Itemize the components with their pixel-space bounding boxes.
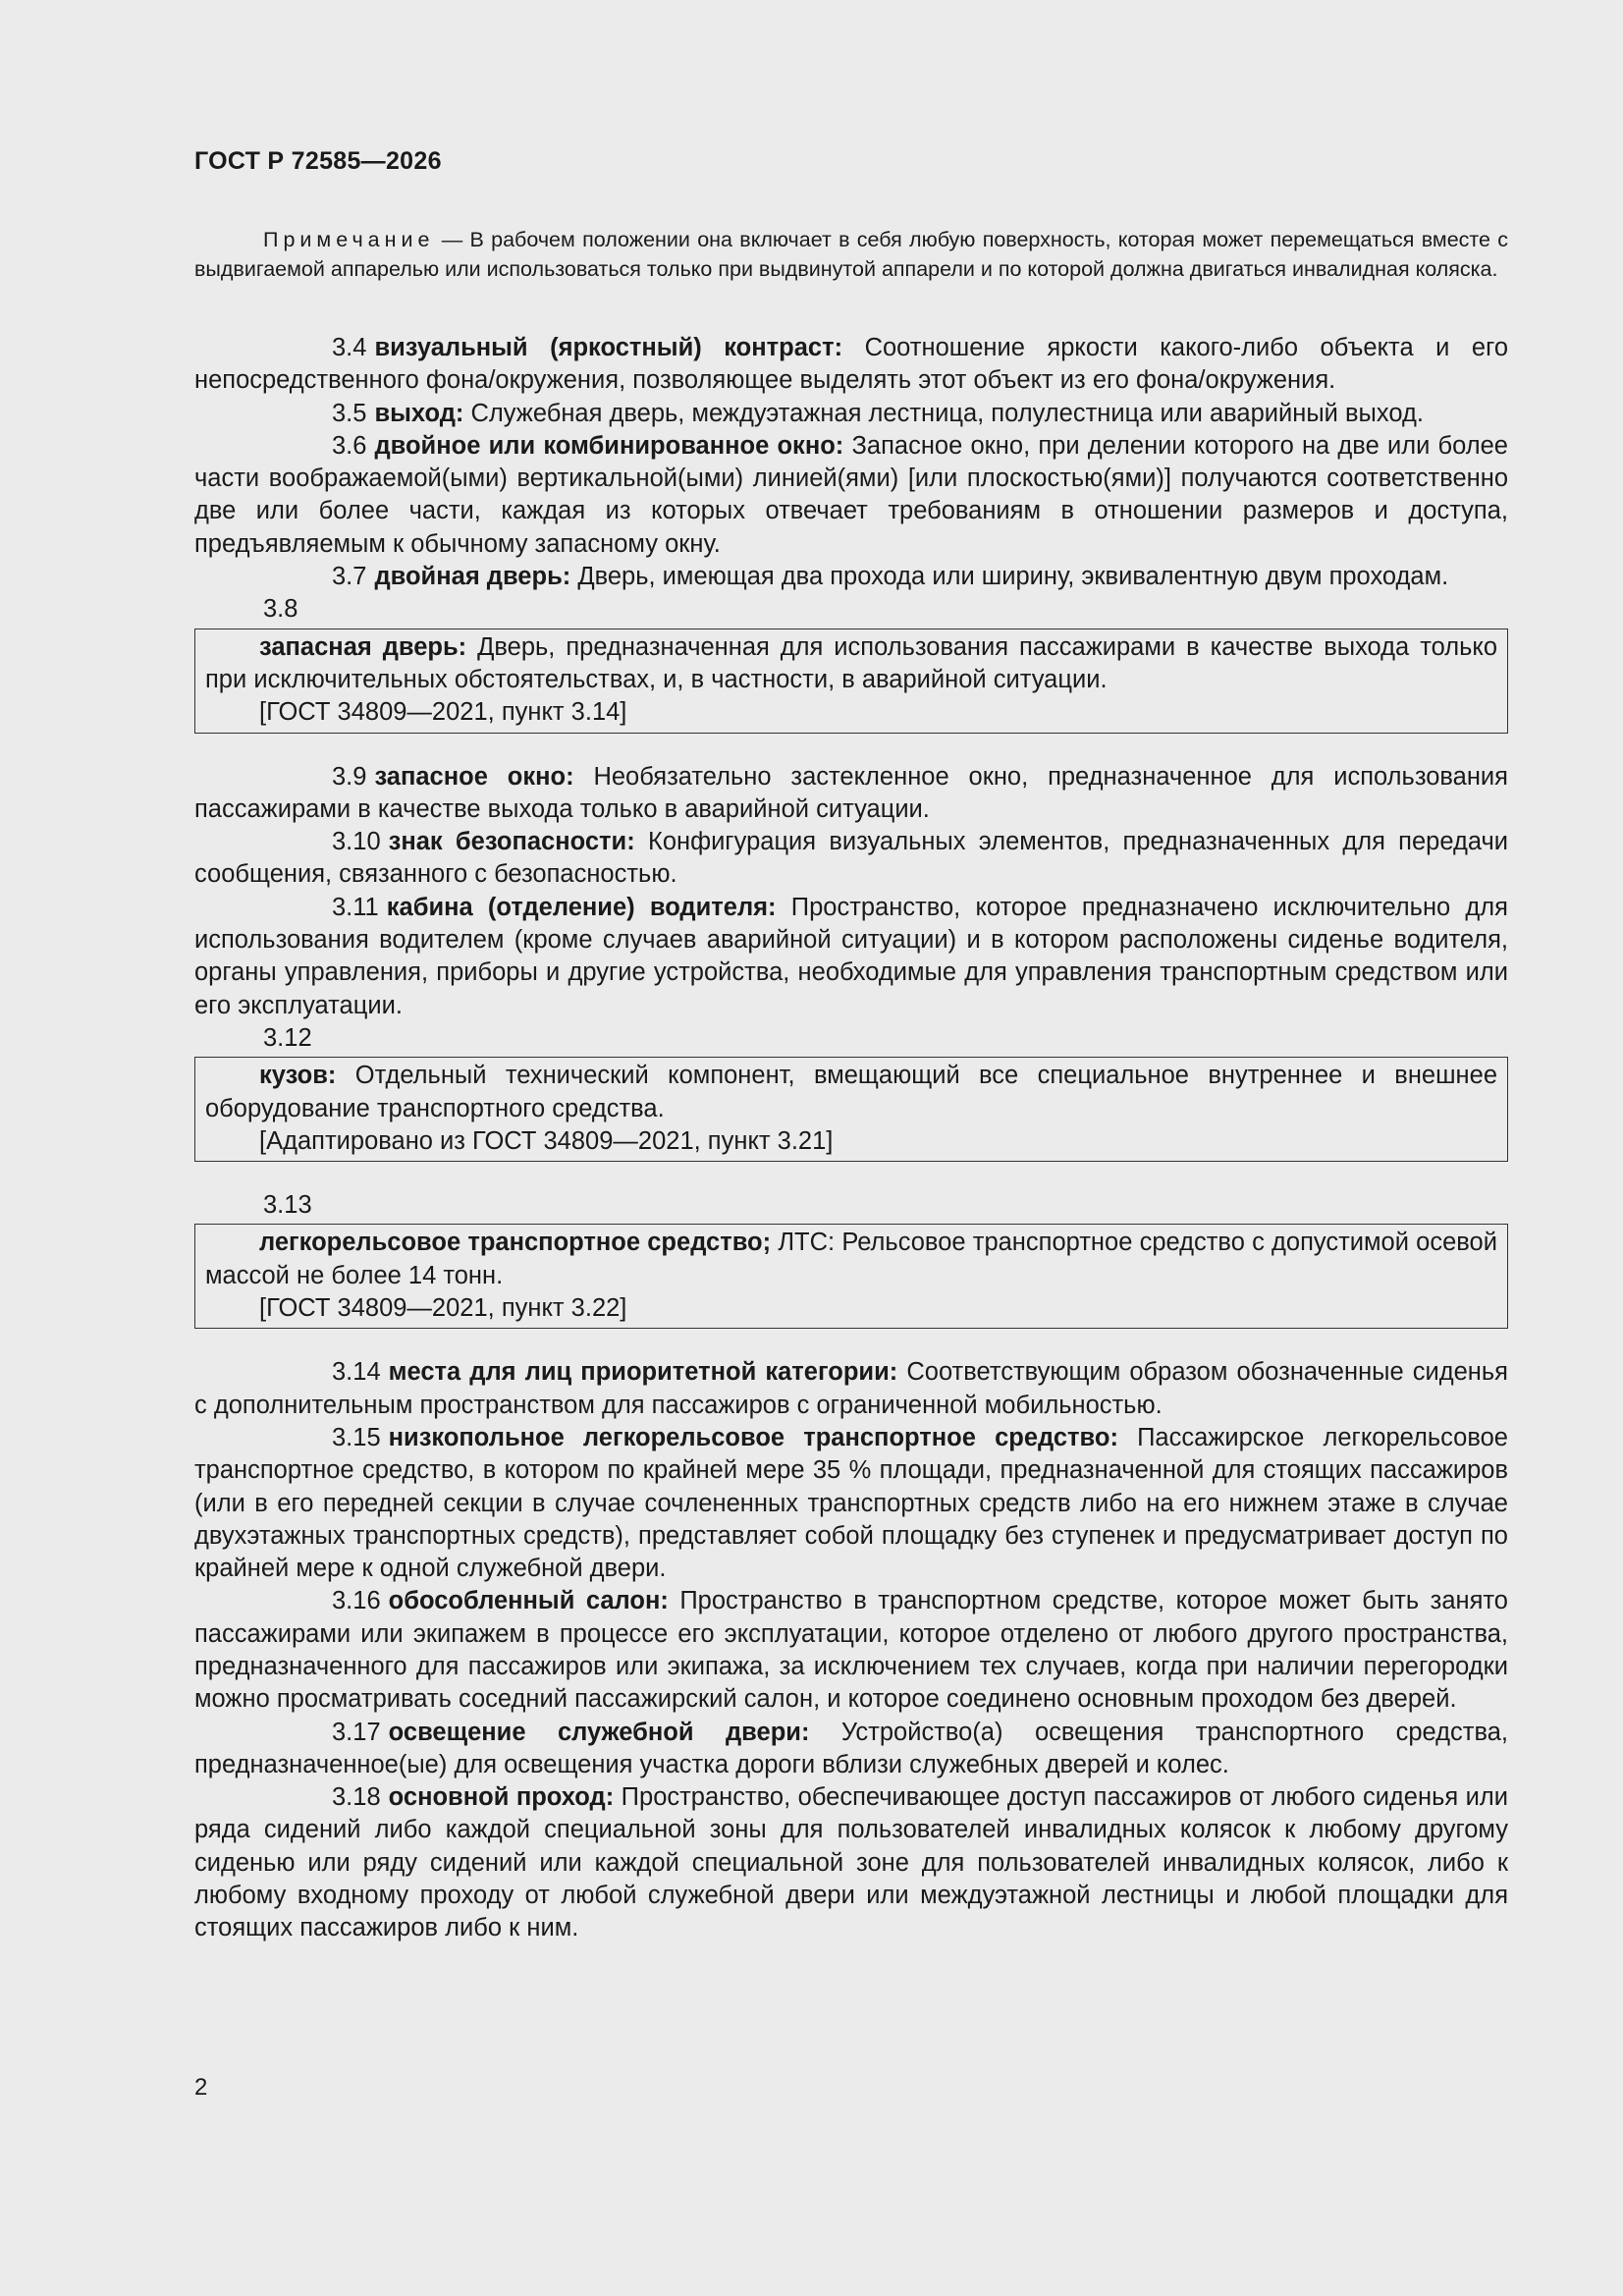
term-3-4: [194, 332, 1508, 398]
note-text: — В рабочем положении она включает в себя любую поверхность, которая может перемещаться вместе с выдвигаемой аппарелью или использоваться только при выдвинутой аппарели и по которой должна двигаться инвалидная коляска.: [194, 228, 1508, 281]
term-3-14: [194, 1356, 1508, 1422]
term-definition: Конфигурация визуальных элементов, предназначенных для передачи сообщения, связанного с безопасностью.: [194, 828, 1508, 889]
term-3-11: [194, 892, 1508, 1022]
term-number: 3.17: [332, 1718, 381, 1746]
term-definition: Отдельный технический компонент, вмещающий все специальное внутреннее и внешнее оборудование транспортного средства.: [205, 1062, 1497, 1122]
term-number: 3.9: [332, 762, 367, 791]
term-number: 3.15: [332, 1423, 381, 1451]
term-definition: Запасное окно, при делении которого на две или более части воображаемой(ыми) вертикальной(ыми) линией(ями) [или плоскостью(ями)] получаются соответственно две или более части, каждая из которых отвечает требованиям в отношении размеров и доступа, предъявляемым к обычному запасному окну.: [194, 431, 1508, 558]
term-source-reference: [ГОСТ 34809—2021, пункт 3.22]: [259, 1294, 627, 1323]
page-number: 2: [194, 2074, 208, 2101]
term-definition: Пространство, которое предназначено исключительно для использования водителем (кроме случаев аварийной ситуации) и в котором расположены сиденье водителя, органы управления, приборы и другие устройства, необходимые для управления транспортным средством или его эксплуатации.: [194, 893, 1508, 1019]
term-3-13-number: 3.13: [263, 1191, 312, 1220]
term-definition: Пространство, обеспечивающее доступ пассажиров от любого сиденья или ряда сидений либо каждой специальной зоны для пользователей инвалидных колясок к любому другому сиденью или ряду сидений или каждой специальной зоне для пользователей инвалидных колясок, либо к любому входному проходу от любой служебной двери или междуэтажной лестницы и любой площадки для стоящих пассажиров либо к ним.: [194, 1783, 1508, 1942]
term-3-5: [194, 398, 1508, 430]
term-3-13: [205, 1227, 1497, 1292]
term-title: обособленный салон:: [388, 1587, 669, 1615]
term-title: освещение служебной двери:: [388, 1718, 810, 1746]
document-header: ГОСТ Р 72585—2026: [194, 147, 442, 175]
term-3-7: [194, 561, 1508, 593]
terms-body: [194, 332, 1508, 1945]
term-number: 3.14: [332, 1358, 381, 1387]
term-number: 3.6: [332, 431, 367, 460]
term-title: низкопольное легкорельсовое транспортное средство:: [388, 1423, 1118, 1451]
term-number: 3.5: [332, 399, 367, 427]
term-definition: Соответствующим образом обозначенные сиденья с дополнительным пространством для пассажиров с ограниченной мобильностью.: [194, 1358, 1508, 1419]
term-title: запасное окно:: [374, 762, 574, 791]
note-label: Примечание: [263, 228, 435, 251]
term-title: места для лиц приоритетной категории:: [388, 1358, 898, 1387]
term-definition: ЛТС: Рельсовое транспортное средство с допустимой осевой массой не более 14 тонн.: [205, 1229, 1497, 1289]
term-3-17: [194, 1717, 1508, 1782]
term-3-15: [194, 1422, 1508, 1585]
term-3-13-box: [194, 1224, 1508, 1329]
term-number: 3.18: [332, 1783, 381, 1812]
term-title: кабина (отделение) водителя:: [386, 893, 777, 921]
term-definition: Дверь, имеющая два прохода или ширину, эквивалентную двум проходам.: [570, 563, 1449, 591]
note-paragraph: [194, 225, 1508, 284]
term-number: 3.11: [332, 893, 379, 921]
term-3-16: [194, 1585, 1508, 1716]
term-3-8-box: [194, 629, 1508, 734]
term-definition: Пассажирское легкорельсовое транспортное средство, в котором по крайней мере 35 % площади, предназначенной для стоящих пассажиров (или в его передней секции в случае сочлененных транспортных средств либо на его нижнем этаже в случае двухэтажных транспортных средств), представляет собой площадку без ступенек и предусматривает доступ по крайней мере к одной служебной двери.: [194, 1423, 1508, 1583]
term-3-10: [194, 826, 1508, 892]
term-3-12-number: 3.12: [263, 1023, 312, 1052]
term-3-6: [194, 430, 1508, 561]
term-title: основной проход:: [388, 1783, 615, 1812]
term-title: визуальный (яркостный) контраст:: [374, 334, 843, 361]
term-number: 3.7: [332, 563, 367, 591]
term-title: двойное или комбинированное окно:: [374, 431, 844, 460]
term-source-reference: [ГОСТ 34809—2021, пункт 3.14]: [259, 698, 627, 727]
term-definition: Пространство в транспортном средстве, которое может быть занято пассажирами или экипажем в процессе его эксплуатации, которое отделено от любого другого пространства, предназначенного для пассажиров или экипажа, за исключением тех случаев, когда при наличии перегородки можно просматривать соседний пассажирский салон, и которое соединено основным проходом без дверей.: [194, 1587, 1508, 1714]
term-number: 3.16: [332, 1587, 381, 1615]
term-definition: Служебная дверь, междуэтажная лестница, полулестница или аварийный выход.: [463, 399, 1424, 427]
term-title: двойная дверь:: [374, 563, 571, 591]
term-title: кузов:: [259, 1062, 337, 1090]
term-3-8: [205, 631, 1497, 697]
term-title: знак безопасности:: [388, 828, 635, 856]
term-title: запасная дверь:: [259, 632, 467, 661]
term-number: 3.10: [332, 828, 381, 856]
term-3-12-box: [194, 1057, 1508, 1162]
term-source-reference: [Адаптировано из ГОСТ 34809—2021, пункт 3.21]: [259, 1126, 834, 1155]
term-3-8-number: 3.8: [263, 595, 298, 624]
term-title: выход:: [374, 399, 464, 427]
term-definition: Устройство(а) освещения транспортного средства, предназначенное(ые) для освещения участка дороги вблизи служебных дверей и колес.: [194, 1718, 1508, 1778]
term-definition: Необязательно застекленное окно, предназначенное для использования пассажирами в качестве выхода только в аварийной ситуации.: [194, 762, 1508, 823]
term-title: легкорельсовое транспортное средство;: [259, 1229, 772, 1257]
term-3-12: [205, 1060, 1497, 1125]
term-3-18: [194, 1781, 1508, 1944]
term-definition: Дверь, предназначенная для использования пассажирами в качестве выхода только при исключительных обстоятельствах, и, в частности, в аварийной ситуации.: [205, 632, 1497, 693]
term-number: 3.4: [332, 334, 367, 361]
term-3-9: [194, 761, 1508, 827]
term-definition: Соотношение яркости какого-либо объекта и его непосредственного фона/окружения, позволяющее выделять этот объект из его фона/окружения.: [194, 334, 1509, 395]
